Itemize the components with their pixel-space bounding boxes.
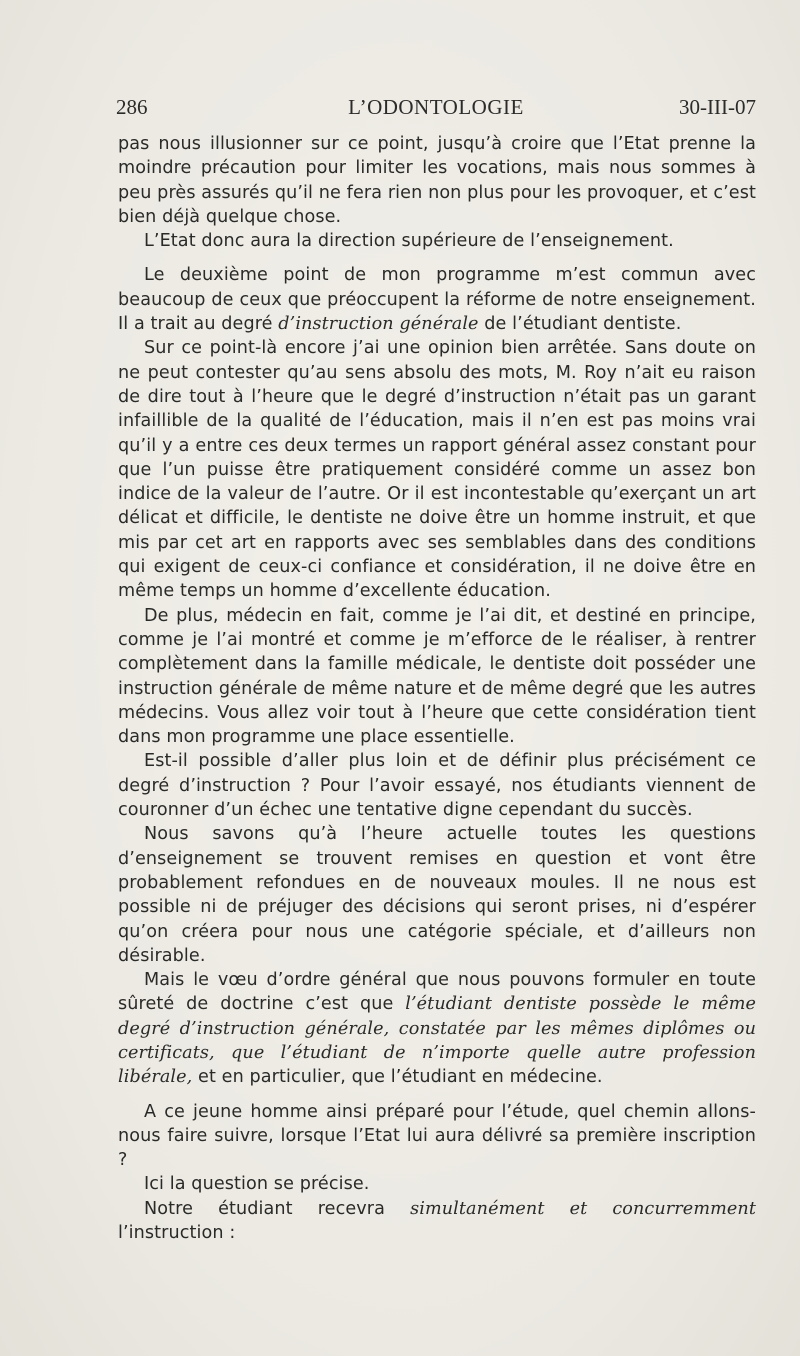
- paragraph: Notre étudiant recevra simultanément et concurremment l’instruction :: [118, 1198, 756, 1244]
- paragraph: De plus, médecin en fait, comme je l’ai dit, et destiné en principe, comme je l’ai montré et comme je m’efforce de le réaliser, à rentrer complètement dans la famille médicale, le dentiste doit posséder une instruction générale de même nature et de même degré que les autres médecins. Vous allez voir tout à l’heure que cette considération tient dans mon programme une place essentielle.: [118, 605, 756, 748]
- italic-emphasis: d’instruction générale: [278, 314, 479, 335]
- issue-date: 30-III-07: [679, 95, 756, 119]
- paragraph: Le deuxième point de mon programme m’est commun avec beaucoup de ceux que préoccupent la réforme de notre enseignement. Il a trait au degré d’instruction générale de l’étudiant dentiste.: [118, 265, 756, 335]
- body-text: [118, 132, 756, 1245]
- journal-title: L’ODONTOLOGIE: [348, 95, 524, 119]
- running-header: [116, 95, 756, 125]
- paragraph: A ce jeune homme ainsi préparé pour l’étude, quel chemin allons-nous faire suivre, lorsque l’Etat lui aura délivré sa première inscription ?: [118, 1101, 756, 1171]
- paragraph: Sur ce point-là encore j’ai une opinion bien arrêtée. Sans doute on ne peut contester qu’au sens absolu des mots, M. Roy n’ait eu raison de dire tout à l’heure que le degré d’instruction n’était pas un garant infaillible de la qualité de l’éducation, mais il n’en est pas moins vrai qu’il y a entre ces deux termes un rapport général assez constant pour que l’un puisse être pratiquement considéré comme un assez bon indice de la valeur de l’autre. Or il est incontestable qu’exerçant un art délicat et difficile, le dentiste ne doive être un homme instruit, et que mis par cet art en rapports avec ses semblables dans des conditions qui exigent de ceux-ci confiance et considération, il ne doive être en même temps un homme d’excellente éducation.: [118, 338, 756, 602]
- paragraph: Ici la question se précise.: [144, 1174, 370, 1195]
- paragraph: Mais le vœu d’ordre général que nous pouvons formuler en toute sûreté de doctrine c’est que l’étudiant dentiste possède le même degré d’instruction générale, constatée par les mêmes diplômes ou certificats, que l’étudiant de n’importe quelle autre profession libérale, et en particulier, que l’étudiant en médecine.: [118, 970, 756, 1088]
- paragraph: Est-il possible d’aller plus loin et de définir plus précisément ce degré d’instruction ? Pour l’avoir essayé, nos étudiants viennent de couronner d’un échec une tentative digne cependant du succès.: [118, 751, 756, 821]
- paragraph: L’Etat donc aura la direction supérieure de l’enseignement.: [144, 231, 674, 252]
- paragraph: pas nous illusionner sur ce point, jusqu’à croire que l’Etat prenne la moindre précaution pour limiter les vocations, mais nous sommes à peu près assurés qu’il ne fera rien non plus pour les provoquer, et c’est bien déjà quelque chose.: [118, 134, 756, 227]
- page-number: 286: [116, 95, 148, 119]
- italic-emphasis: l’étudiant dentiste possède le même degré d’instruction générale, constatée par les mêmes diplômes ou certificats, que l’étudiant de n’importe quelle autre profession libérale,: [118, 994, 756, 1088]
- italic-emphasis: simultanément et concurremment: [410, 1198, 756, 1219]
- paragraph: Nous savons qu’à l’heure actuelle toutes les questions d’enseignement se trouvent remises en question et vont être probablement refondues en de nouveaux moules. Il ne nous est possible ni de préjuger des décisions qui seront prises, ni d’espérer qu’on créera pour nous une catégorie spéciale, et d’ailleurs non désirable.: [118, 824, 756, 966]
